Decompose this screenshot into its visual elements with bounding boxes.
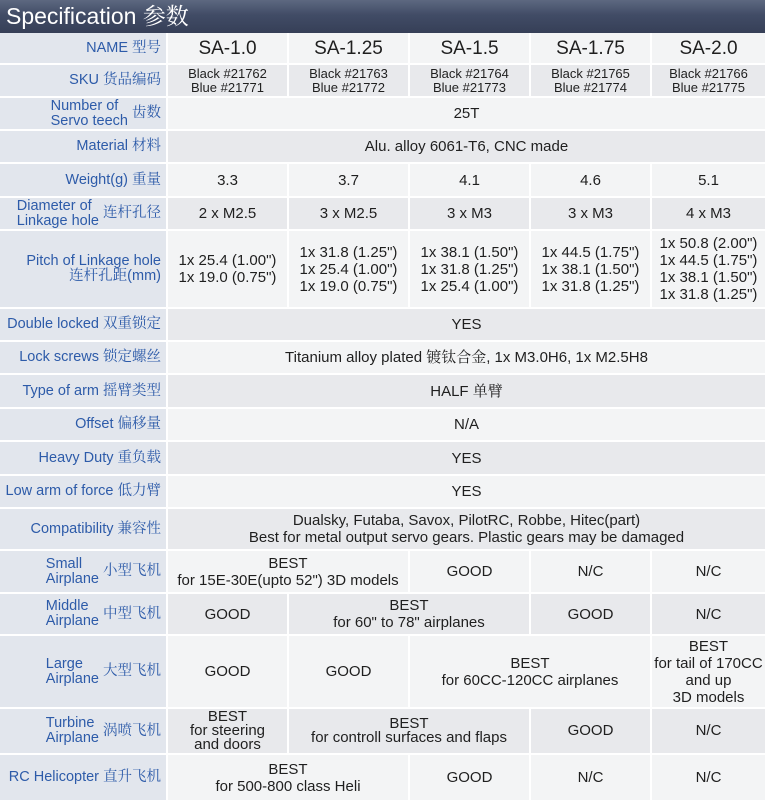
lock-screws-value: Titanium alloy plated 镀钛合金, 1x M3.0H6, 1x M2.5H8	[168, 342, 765, 373]
sku-value: Black #21764 Blue #21773	[410, 65, 529, 96]
servo-teeth-value: 25T	[168, 98, 765, 129]
sku-value: Black #21766 Blue #21775	[652, 65, 765, 96]
weight-value: 5.1	[652, 164, 765, 196]
rc-helicopter-rating: GOOD	[410, 755, 529, 800]
sku-value: Black #21765 Blue #21774	[531, 65, 650, 96]
large-airplane-rating: BEST for tail of 170CC and up 3D models	[652, 636, 765, 707]
linkage-diameter-value: 3 x M3	[410, 198, 529, 229]
sku-value: Black #21762 Blue #21771	[168, 65, 287, 96]
label-text-en: Weight(g)	[65, 171, 128, 188]
heavy-duty-label	[0, 442, 166, 474]
linkage-pitch-label	[0, 231, 166, 307]
label-text-zh: 低力臂	[117, 483, 161, 499]
linkage-pitch-value: 1x 31.8 (1.25") 1x 25.4 (1.00") 1x 19.0 (0.75")	[289, 231, 408, 307]
page-title: Specification 参数	[0, 0, 765, 33]
material-value: Alu. alloy 6061-T6, CNC made	[168, 131, 765, 162]
turbine-airplane-rating: BEST for controll surfaces and flaps	[289, 709, 529, 753]
label-text-en: Compatibility	[30, 520, 114, 537]
double-locked-value: YES	[168, 309, 765, 340]
linkage-diameter-value: 3 x M2.5	[289, 198, 408, 229]
label-text-en: Large Airplane	[45, 655, 99, 687]
label-text-en: Double locked	[7, 316, 99, 332]
middle-airplane-rating: N/C	[652, 594, 765, 634]
middle-airplane-rating: BEST for 60" to 78" airplanes	[289, 594, 529, 634]
rc-helicopter-rating: N/C	[652, 755, 765, 800]
label-text-zh: 大型飞机	[103, 663, 161, 679]
linkage-pitch-value: 1x 50.8 (2.00") 1x 44.5 (1.75") 1x 38.1 (1.50") 1x 31.8 (1.25")	[652, 231, 765, 307]
label-text-en: Material	[76, 138, 128, 154]
label-text-zh: 摇臂类型	[103, 382, 161, 399]
label-text-zh: 连杆孔径	[103, 205, 161, 221]
label-text-en: Lock screws	[19, 349, 99, 365]
label-text-en: RC Helicopter	[8, 769, 99, 785]
label-text-zh: 小型飞机	[103, 563, 161, 579]
model-name: SA-1.0	[168, 33, 287, 63]
turbine-airplane-rating: BEST for steering and doors	[168, 709, 287, 753]
small-airplane-rating: BEST for 15E-30E(upto 52") 3D models	[168, 551, 408, 592]
sku-value: Black #21763 Blue #21772	[289, 65, 408, 96]
middle-airplane-rating: GOOD	[168, 594, 287, 634]
linkage-diameter-value: 4 x M3	[652, 198, 765, 229]
linkage-pitch-value: 1x 25.4 (1.00") 1x 19.0 (0.75")	[168, 231, 287, 307]
large-airplane-rating: GOOD	[289, 636, 408, 707]
turbine-airplane-rating: GOOD	[531, 709, 650, 753]
model-name: SA-1.25	[289, 33, 408, 63]
rc-helicopter-rating: BEST for 500-800 class Heli	[168, 755, 408, 800]
arm-type-value: HALF 单臂	[168, 375, 765, 407]
large-airplane-rating: BEST for 60CC-120CC airplanes	[410, 636, 650, 707]
small-airplane-rating: GOOD	[410, 551, 529, 592]
compatibility-value: Dualsky, Futaba, Savox, PilotRC, Robbe, Hitec(part) Best for metal output servo gears. Plastic gears may be damaged	[168, 509, 765, 549]
weight-value: 3.7	[289, 164, 408, 196]
linkage-diameter-label	[0, 198, 166, 229]
label-text-en: Small Airplane	[45, 555, 99, 587]
label-text-en: Turbine Airplane	[45, 715, 99, 746]
model-name: SA-1.75	[531, 33, 650, 63]
label-text-en: NAME	[86, 39, 128, 56]
linkage-pitch-value: 1x 44.5 (1.75") 1x 38.1 (1.50") 1x 31.8 (1.25")	[531, 231, 650, 307]
label-text-en: Type of arm	[22, 382, 99, 399]
low-arm-force-value: YES	[168, 476, 765, 507]
offset-value: N/A	[168, 409, 765, 440]
label-text-zh: 齿数	[132, 105, 161, 121]
large-airplane-rating: GOOD	[168, 636, 287, 707]
label-text-zh: 货品编码	[103, 72, 161, 88]
sku-label	[0, 65, 166, 96]
weight-value: 4.6	[531, 164, 650, 196]
servo-teeth-label	[0, 98, 166, 129]
material-label	[0, 131, 166, 162]
weight-label	[0, 164, 166, 196]
rc-helicopter-rating: N/C	[531, 755, 650, 800]
small-airplane-label	[0, 551, 166, 592]
label-text-zh: 兼容性	[117, 520, 161, 537]
label-text-en: Low arm of force	[5, 483, 114, 499]
linkage-diameter-value: 3 x M3	[531, 198, 650, 229]
label-text-zh: 重量	[132, 171, 161, 188]
double-locked-label	[0, 309, 166, 340]
low-arm-force-label	[0, 476, 166, 507]
label-text-en: Offset	[75, 416, 114, 432]
label-text-en: Pitch of Linkage hole	[26, 253, 161, 269]
middle-airplane-label	[0, 594, 166, 634]
label-text-en: Diameter of Linkage hole	[16, 198, 99, 229]
label-text-zh: 双重锁定	[103, 316, 161, 332]
arm-type-label	[0, 375, 166, 407]
rc-helicopter-label	[0, 755, 166, 800]
large-airplane-label	[0, 636, 166, 707]
turbine-airplane-rating: N/C	[652, 709, 765, 753]
label-text-en: Middle Airplane	[45, 598, 99, 629]
spec-table	[0, 33, 765, 800]
label-text-zh: 连杆孔距(mm)	[69, 268, 161, 284]
label-text-en: Number of Servo teech	[50, 98, 128, 129]
small-airplane-rating: N/C	[652, 551, 765, 592]
model-name: SA-2.0	[652, 33, 765, 63]
linkage-pitch-value: 1x 38.1 (1.50") 1x 31.8 (1.25") 1x 25.4 (1.00")	[410, 231, 529, 307]
heavy-duty-value: YES	[168, 442, 765, 474]
label-text-zh: 材料	[132, 138, 161, 154]
turbine-airplane-label	[0, 709, 166, 753]
offset-label	[0, 409, 166, 440]
weight-value: 4.1	[410, 164, 529, 196]
weight-value: 3.3	[168, 164, 287, 196]
middle-airplane-rating: GOOD	[531, 594, 650, 634]
label-text-zh: 涡喷飞机	[103, 722, 161, 739]
label-text-zh: 中型飞机	[103, 605, 161, 622]
lock-screws-label	[0, 342, 166, 373]
label-text-zh: 偏移量	[117, 416, 161, 432]
small-airplane-rating: N/C	[531, 551, 650, 592]
label-text-en: SKU	[69, 72, 99, 88]
label-text-zh: 直升飞机	[103, 769, 161, 785]
compatibility-label	[0, 509, 166, 549]
model-name: SA-1.5	[410, 33, 529, 63]
linkage-diameter-value: 2 x M2.5	[168, 198, 287, 229]
label-text-zh: 锁定螺丝	[103, 349, 161, 365]
label-text-zh: 重负载	[117, 449, 161, 466]
label-text-en: Heavy Duty	[38, 449, 114, 466]
label-text-zh: 型号	[132, 39, 161, 56]
name-label	[0, 33, 166, 63]
